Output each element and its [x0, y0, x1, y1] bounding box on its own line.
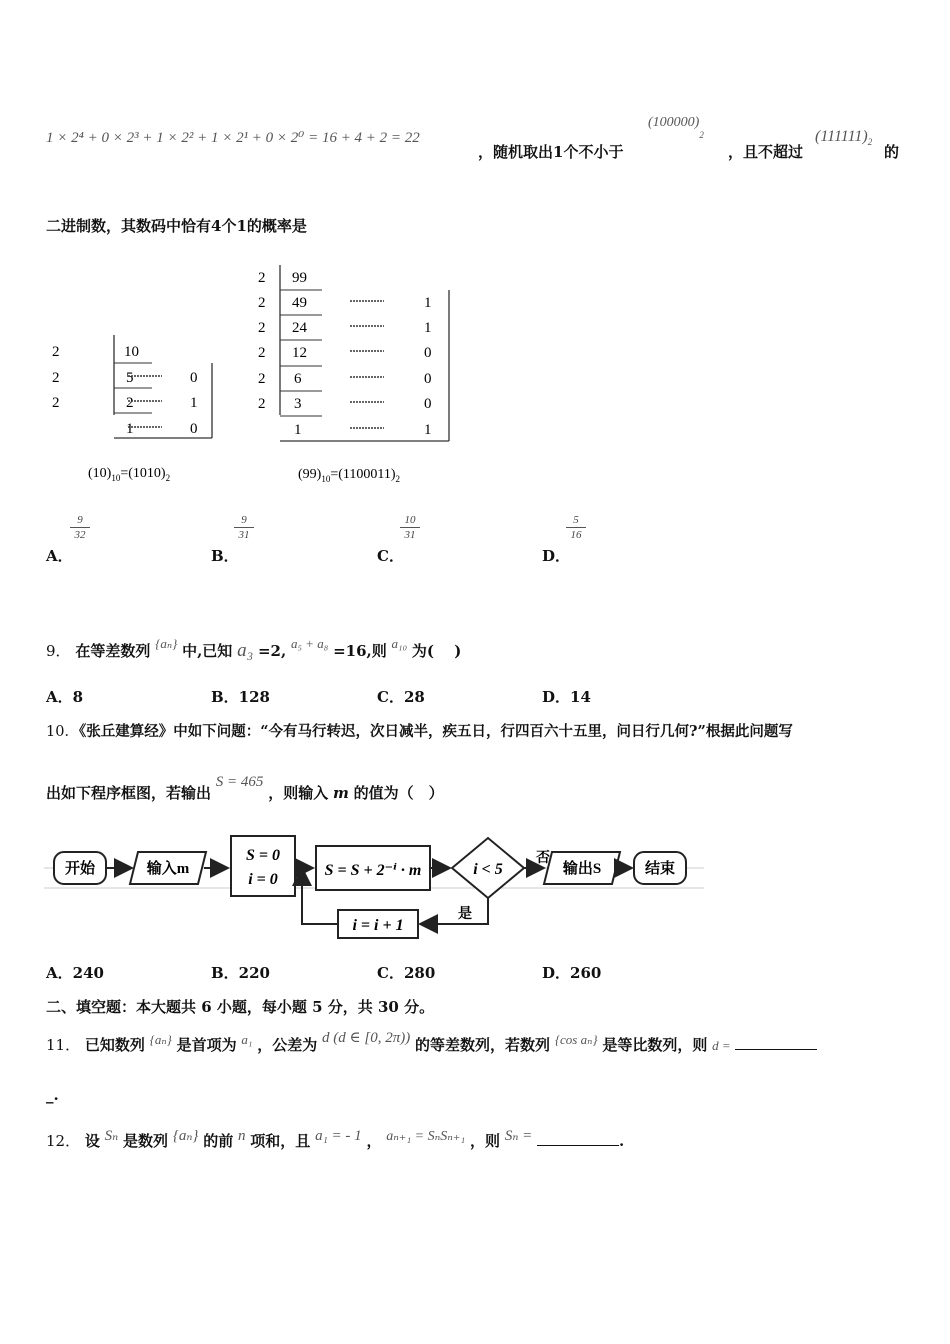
div-left-q1: 5 [126, 370, 134, 386]
q10-stem-line2: 出如下程序框图，若输出 S = 465 ，则输入 m 的值为（ ） [46, 774, 444, 802]
q9-option-a[interactable]: A．8 [46, 688, 84, 706]
flow-no-label: 否 [536, 851, 550, 866]
svg-text:2: 2 [258, 345, 266, 361]
q8-option-b[interactable]: B． [211, 547, 239, 565]
svg-text:99: 99 [292, 270, 307, 286]
q8-text-a: ，随机取出1个不小于 [478, 143, 624, 161]
svg-text:0: 0 [424, 371, 432, 387]
svg-text:24: 24 [292, 320, 307, 336]
div-right-caption: $(99)_{10}=(1100011)_2$ [298, 467, 401, 484]
flow-condition-label: i < 5 [473, 861, 503, 878]
q11-answer-blank[interactable] [735, 1049, 817, 1050]
div-left-q3: 1 [126, 421, 134, 437]
div-left-caption: $(10)_{10}=(1010)_2$ [88, 466, 171, 483]
q8-formula: 1 × 2⁴ + 0 × 2³ + 1 × 2² + 1 × 2¹ + 0 × 2⁰ = 16 + 4 + 2 = 22 [46, 130, 420, 146]
svg-text:1: 1 [424, 422, 432, 438]
q12-answer-blank[interactable] [537, 1145, 619, 1146]
svg-text:1: 1 [424, 295, 432, 311]
q11-tail: _. [46, 1086, 59, 1104]
svg-text:2: 2 [258, 270, 266, 286]
div-left-d0: 2 [52, 344, 60, 360]
q10-option-d[interactable]: D．260 [542, 964, 602, 982]
div-left-q2: 2 [126, 395, 134, 411]
q8-text-d: ，且不超过 [728, 143, 804, 161]
flow-init-s: S = 0 [245, 847, 281, 864]
q12-stem: 12． 设 Sₙ 是数列 {aₙ} 的前 n 项和，且 a₁ = - 1 ， aₙ₊₁ = SₙSₙ₊₁ ，则 Sₙ = . [46, 1128, 625, 1150]
flow-output-label: 输出S [562, 861, 602, 877]
q8-val-low: $(100000)_2$ [648, 115, 704, 140]
q10-stem-line1: 10．《张丘建算经》中如下问题：“今有马行转迟，次日减半，疾五日，行四百六十五里，问日行几何?”根据此问题写 [46, 723, 793, 740]
binary-division-diagram-10 [40, 255, 230, 490]
q8-option-c-fraction: 10 31 [400, 514, 420, 541]
q9-option-c[interactable]: C．28 [377, 688, 425, 706]
q8-option-a[interactable]: A． [46, 547, 73, 565]
div-left-r3: 0 [190, 421, 198, 437]
section-fill-in-heading: 二、填空题：本大题共 6 小题，每小题 5 分，共 30 分。 [46, 998, 435, 1016]
q9-option-b[interactable]: B．128 [211, 688, 270, 706]
binary-division-diagram-99 [250, 260, 460, 490]
flow-yes-label: 是 [458, 907, 472, 922]
div-left-r1: 0 [190, 370, 198, 386]
q8-option-c[interactable]: C． [377, 547, 404, 565]
svg-text:1: 1 [294, 422, 302, 438]
q9-option-d[interactable]: D．14 [542, 688, 591, 706]
div-left-q0: 10 [124, 344, 139, 360]
div-left-r2: 1 [190, 395, 198, 411]
flow-increment-label: i = i + 1 [352, 917, 404, 934]
flow-update-label: S = S + 2⁻ⁱ · m [324, 862, 422, 879]
q8-val-high: $(111111)_2$ [815, 128, 873, 148]
q10-option-a[interactable]: A．240 [46, 964, 104, 982]
div-left-d1: 2 [52, 370, 60, 386]
flow-init-i: i = 0 [248, 871, 278, 888]
q8-line2: 二进制数，其数码中恰有4个1的概率是 [46, 217, 307, 235]
svg-text:12: 12 [292, 345, 307, 361]
q8-option-d[interactable]: D． [542, 547, 571, 565]
svg-text:1: 1 [424, 320, 432, 336]
q8-option-a-fraction: 9 32 [70, 514, 90, 541]
flow-start-label: 开始 [64, 861, 96, 877]
q11-stem: 11． 已知数列 {aₙ} 是首项为 a₁ ，公差为 d (d ∈ [0, 2π)) 的等差数列，若数列 {cos aₙ} 是等比数列，则 d = [46, 1034, 817, 1055]
q9-stem: 9． 在等差数列 {aₙ} 中,已知 a₃ =2, a₅ + a₈ =16,则 a₁₀ 为( ) [46, 636, 462, 661]
q8-option-d-fraction: 5 16 [566, 514, 586, 541]
q10-option-c[interactable]: C．280 [377, 964, 436, 982]
svg-text:2: 2 [258, 396, 266, 412]
svg-text:2: 2 [258, 295, 266, 311]
svg-text:2: 2 [258, 371, 266, 387]
svg-text:2: 2 [258, 320, 266, 336]
div-left-d2: 2 [52, 395, 60, 411]
svg-text:6: 6 [294, 371, 302, 387]
svg-text:49: 49 [292, 295, 307, 311]
q10-option-b[interactable]: B．220 [211, 964, 270, 982]
q8-text-e: 的 [884, 143, 900, 161]
svg-text:0: 0 [424, 345, 432, 361]
flow-input-label: 输入m [146, 861, 190, 877]
svg-text:3: 3 [294, 396, 302, 412]
program-flowchart [44, 828, 704, 948]
flow-end-label: 结束 [644, 861, 676, 877]
svg-text:0: 0 [424, 396, 432, 412]
q8-option-b-fraction: 9 31 [234, 514, 254, 541]
